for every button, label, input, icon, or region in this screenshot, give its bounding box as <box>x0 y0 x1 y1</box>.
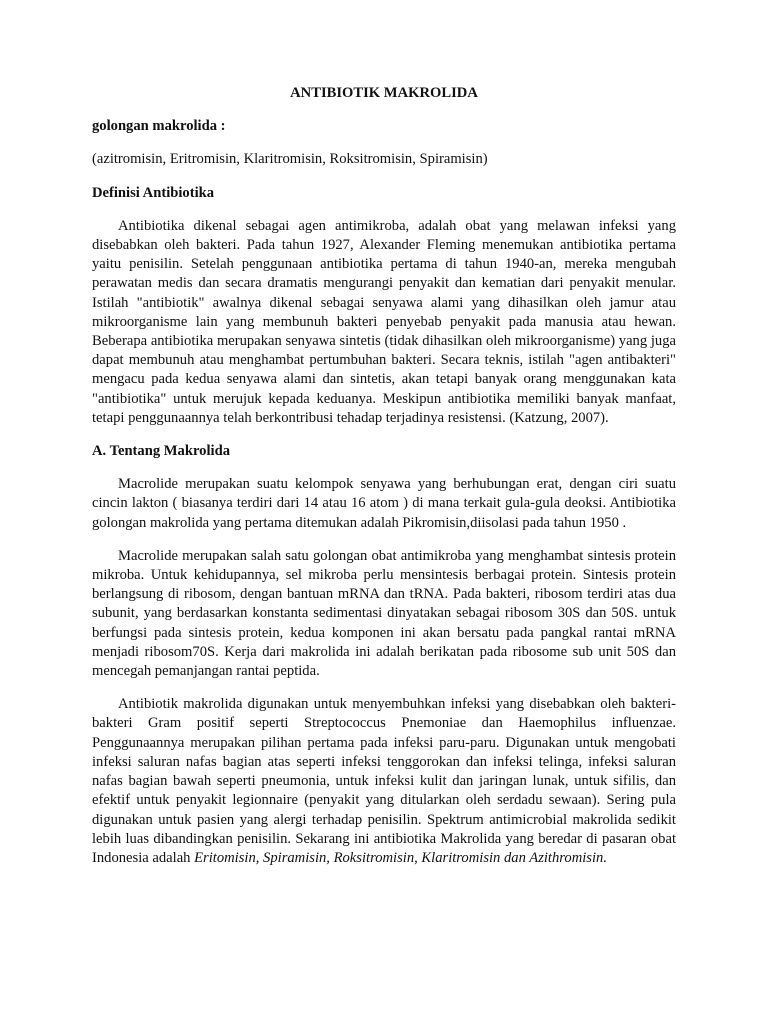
section-a-paragraph-3-text: Antibiotik makrolida digunakan untuk menyembuhkan infeksi yang disebabkan oleh bakteri-bakteri Gram positif seperti Streptococcus Pnemoniae dan Haemophilus influenzae. Penggunaannya merupakan pilihan pertama pada infeksi paru-paru. Digunakan untuk mengobati infeksi saluran nafas bagian atas seperti infeksi tenggorokan dan infeksi telinga, infeksi saluran nafas bagian bawah seperti pneumonia, untuk infeksi kulit dan jaringan lunak, untuk sifilis, dan efektif untuk penyakit legionnaire (penyakit yang ditularkan oleh serdadu sewaan). Sering pula digunakan untuk pasien yang alergi terhadap penisilin. Spektrum antimicrobial makrolida sedikit lebih luas dibandingkan penisilin. Sekarang ini antibiotika Makrolida yang beredar di pasaran obat Indonesia adalah <box>92 696 676 866</box>
group-list: (azitromisin, Eritromisin, Klaritromisin, Roksitromisin, Spiramisin) <box>92 151 488 168</box>
section-a-heading: A. Tentang Makrolida <box>92 443 230 460</box>
section-a-paragraph-2: Macrolide merupakan salah satu golongan obat antimikroba yang menghambat sintesis protein mikroba. Untuk kehidupannya, sel mikroba perlu mensintesis berbagai protein. Sintesis protein berlangsung di ribosom, dengan bantuan mRNA dan tRNA. Pada bakteri, ribosom terdiri atas dua subunit, yang berdasarkan konstanta sedimentasi dinyatakan sebagai ribosom 30S dan 50S. untuk berfungsi pada sintesis protein, kedua komponen ini akan bersatu pada pangkal rantai mRNA menjadi ribosom70S. Kerja dari makrolida ini adalah berikatan pada ribosome sub unit 50S dan mencegah pemanjangan rantai peptida. <box>92 547 676 680</box>
document-page <box>92 84 676 882</box>
section-a-paragraph-3 <box>92 695 676 868</box>
definition-heading: Definisi Antibiotika <box>92 184 215 201</box>
document-title: ANTIBIOTIK MAKROLIDA <box>290 85 478 101</box>
section-a-paragraph-3-italic: Eritomisin, Spiramisin, Roksitromisin, Klaritromisin dan Azithromisin. <box>194 849 607 866</box>
section-a-paragraph-1: Macrolide merupakan suatu kelompok senyawa yang berhubungan erat, dengan ciri suatu cincin lakton ( biasanya terdiri dari 14 atau 16 atom ) di mana terkait gula-gula deoksi. Antibiotika golongan makrolida yang pertama ditemukan adalah Pikromisin,diisolasi pada tahun 1950 . <box>92 476 676 531</box>
definition-paragraph: Antibiotika dikenal sebagai agen antimikroba, adalah obat yang melawan infeksi yang disebabkan oleh bakteri. Pada tahun 1927, Alexander Fleming menemukan antibiotika pertama yaitu penisilin. Setelah penggunaan antibiotika pertama di tahun 1940-an, mereka mengubah perawatan medis dan secara dramatis mengurangi penyakit dan kematian dari penyakit menular. Istilah "antibiotik" awalnya dikenal sebagai senyawa alami yang dihasilkan oleh jamur atau mikroorganisme lain yang membunuh bakteri penyebab penyakit pada manusia atau hewan. Beberapa antibiotika merupakan senyawa sintetis (tidak dihasilkan oleh mikroorganisme) yang juga dapat membunuh atau menghambat pertumbuhan bakteri. Secara teknis, istilah "agen antibakteri" mengacu pada kedua senyawa alami dan sintetis, akan tetapi banyak orang menggunakan kata "antibiotika" untuk merujuk kepada keduanya. Meskipun antibiotika memiliki banyak manfaat, tetapi penggunaannya telah berkontribusi tehadap terjadinya resistensi. (Katzung, 2007). <box>92 217 676 426</box>
group-heading: golongan makrolida : <box>92 118 226 135</box>
